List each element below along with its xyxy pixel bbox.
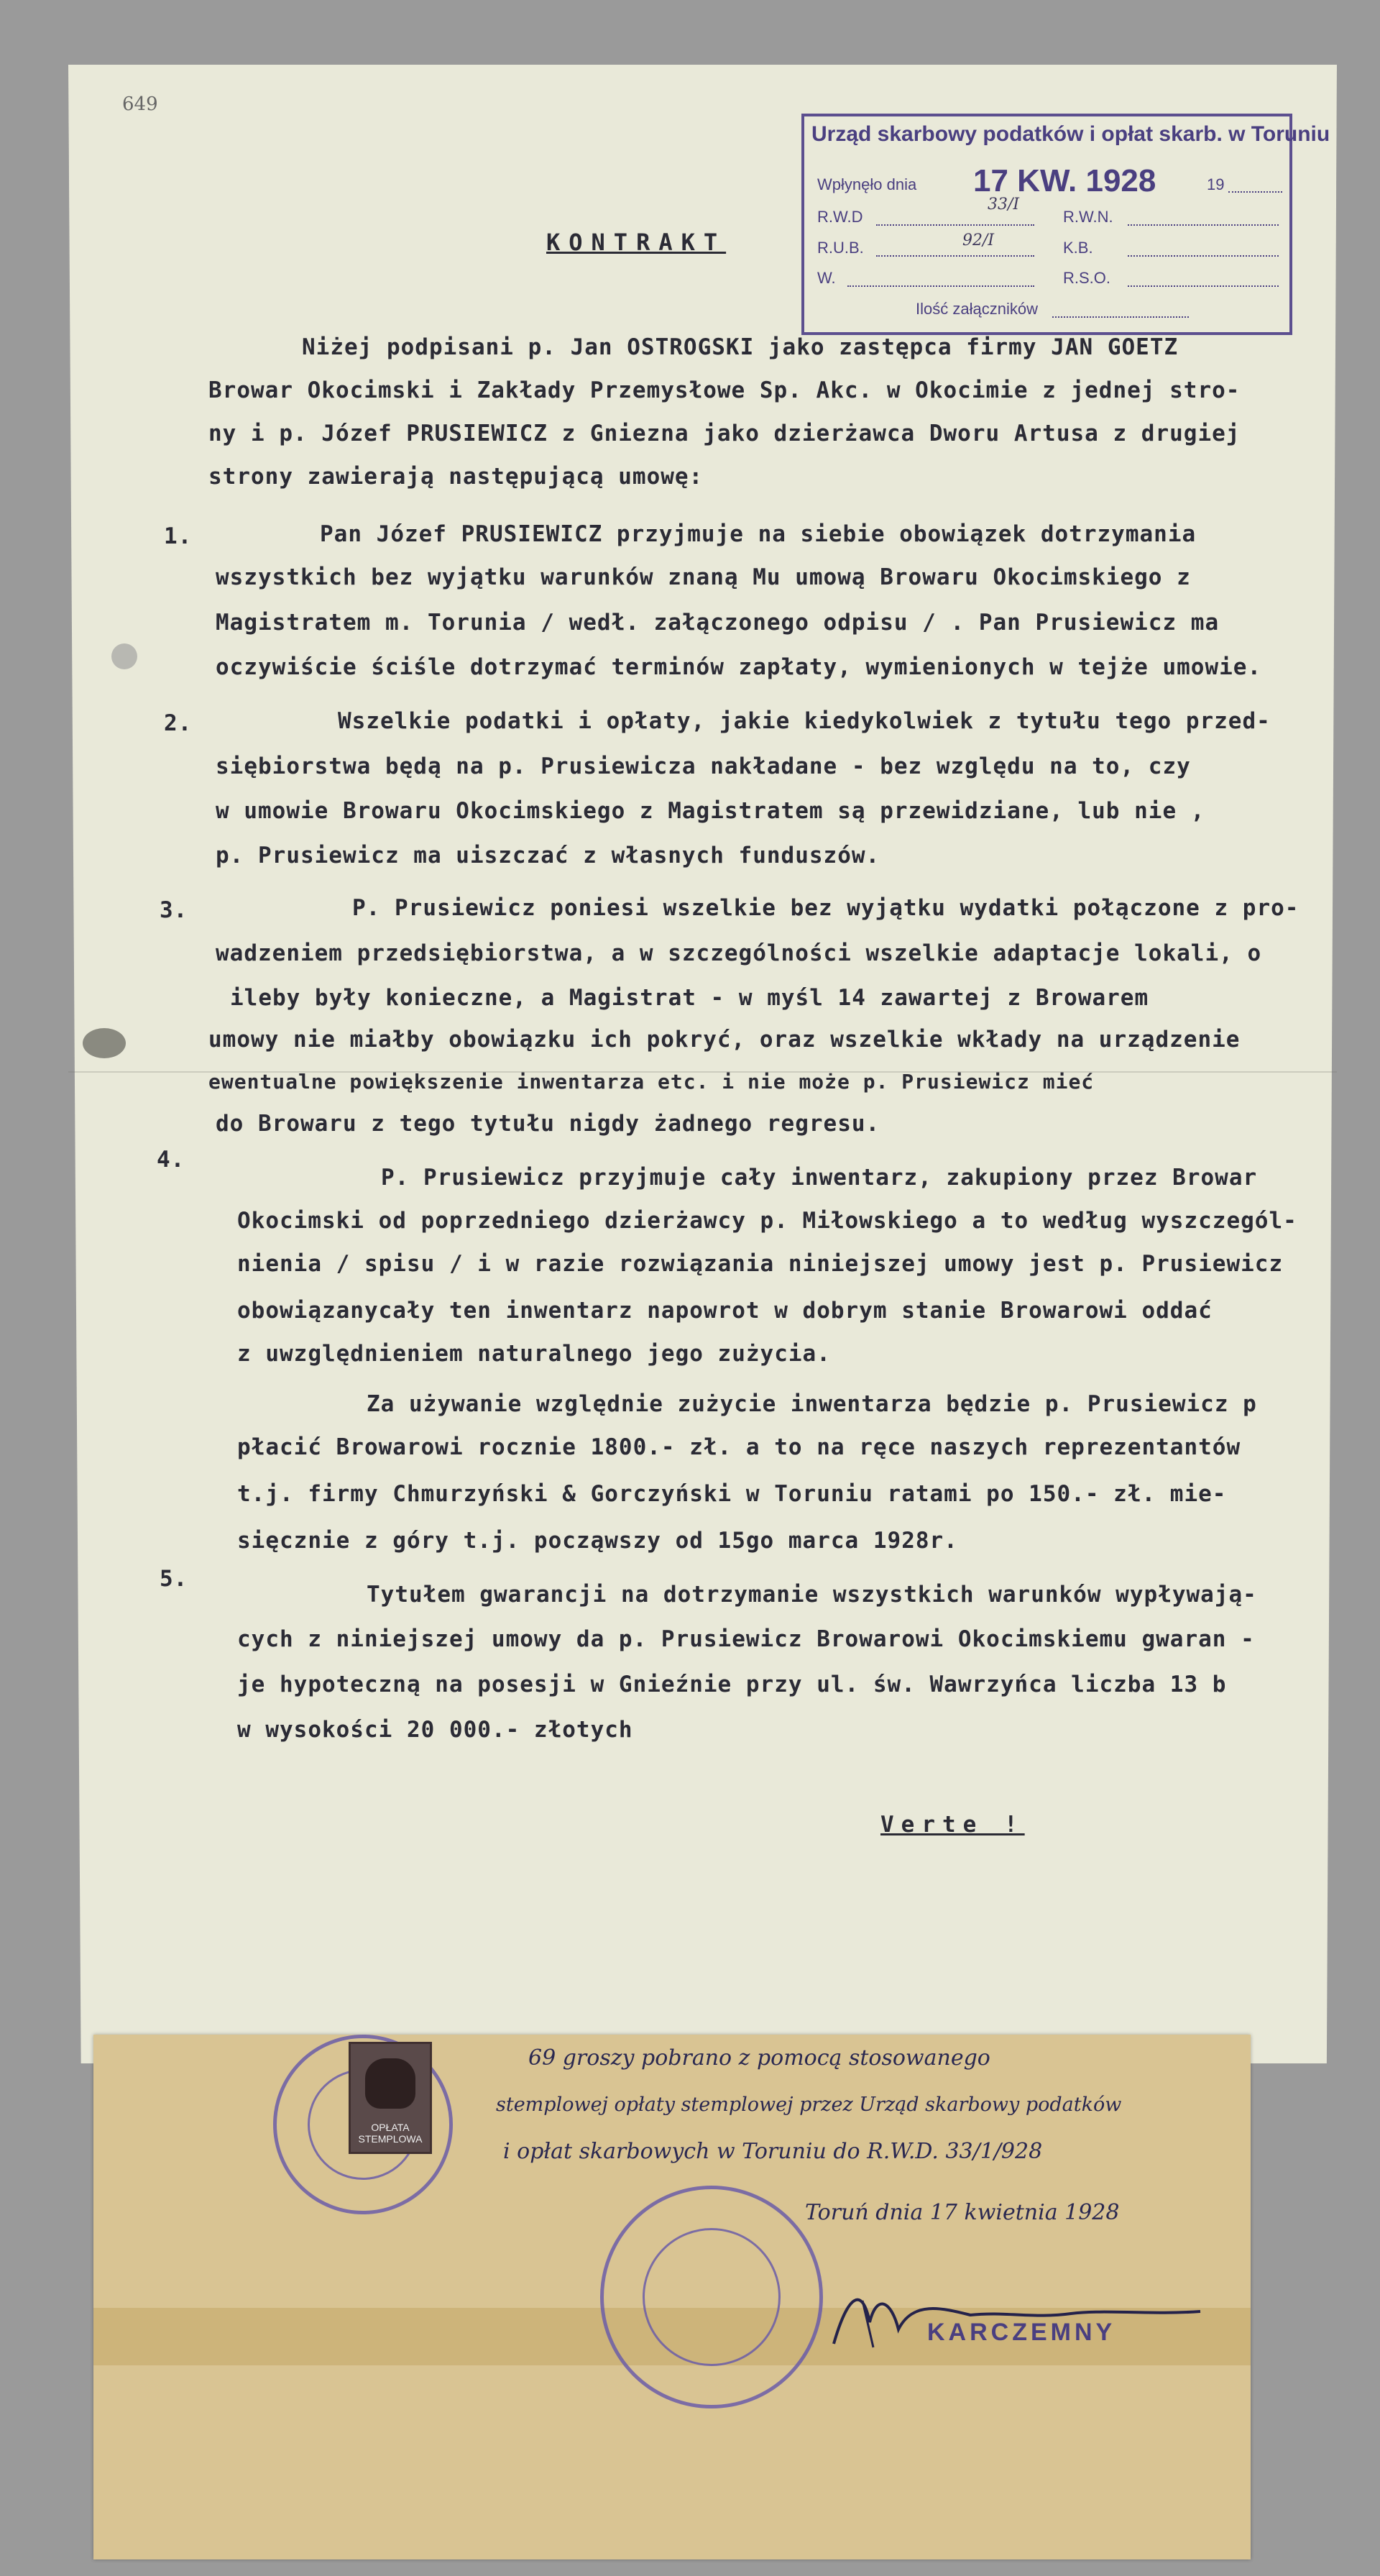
signatory-name-stamp: KARCZEMNY — [927, 2319, 1116, 2346]
section-number: 5. — [160, 1566, 188, 1592]
section-2-line: siębiorstwa będą na p. Prusiewicza nakładane - bez względu na to, czy — [216, 753, 1191, 779]
section-number: 4. — [157, 1147, 185, 1173]
stamp-dotted-line — [876, 224, 1034, 226]
section-3-line: ewentualne powiększenie inwentarza etc. i nie może p. Prusiewicz mieć — [208, 1070, 1095, 1094]
section-1-line: Pan Józef PRUSIEWICZ przyjmuje na siebie obowiązek dotrzymania — [320, 521, 1197, 547]
punch-hole — [111, 643, 137, 669]
section-4-line: t.j. firmy Chmurzyński & Gorczyński w Toruniu ratami po 150.- zł. mie- — [237, 1481, 1227, 1507]
section-2-line: p. Prusiewicz ma uiszczać z własnych funduszów. — [216, 843, 880, 868]
stamp-dotted-line — [1052, 316, 1189, 318]
stamp-rub-label: R.U.B. — [817, 239, 864, 257]
stamp-duty-revenue-stamp — [349, 2042, 432, 2154]
stamp-rub-value: 92/I — [962, 232, 995, 249]
section-3-line: wadzeniem przedsiębiorstwa, a w szczególności wszelkie adaptacje lokali, o — [216, 940, 1262, 966]
section-number: 3. — [160, 897, 188, 923]
round-office-seal — [600, 2186, 823, 2408]
section-4-line: płacić Browarowi rocznie 1800.- zł. a to na ręce naszych reprezentantów — [237, 1434, 1241, 1460]
verte-note: Verte ! — [880, 1812, 1025, 1838]
stamp-year-suffix: 19 — [1207, 175, 1225, 193]
section-4-line: obowiązanycały ten inwentarz napowrot w dobrym stanie Browarowi oddać — [237, 1298, 1213, 1324]
handwritten-note-line: i opłat skarbowych w Toruniu do R.W.D. 33/1/928 — [503, 2139, 1043, 2164]
section-5-line: je hypoteczną na posesji w Gnieźnie przy ul. św. Wawrzyńca liczba 13 b — [237, 1672, 1227, 1697]
stamp-dotted-line — [1128, 224, 1279, 226]
duty-stamp-label: OPŁATA STEMPLOWA — [358, 2122, 423, 2145]
section-1-line: wszystkich bez wyjątku warunków znaną Mu umową Browaru Okocimskiego z — [216, 564, 1191, 590]
stamp-office-name: Urząd skarbowy podatków i opłat skarb. w Toruniu — [811, 122, 1330, 146]
stamp-rwd-label: R.W.D — [817, 208, 863, 226]
section-4-line: Za używanie względnie zużycie inwentarza będzie p. Prusiewicz p — [367, 1391, 1257, 1417]
section-3-line: do Browaru z tego tytułu nigdy żadnego regresu. — [216, 1111, 880, 1137]
handwritten-note-line: 69 groszy pobrano z pomocą stosowanego — [528, 2045, 990, 2071]
document-title: KONTRAKT — [546, 229, 727, 256]
paper-damage-spot — [83, 1028, 126, 1058]
pencil-archive-number: 649 — [122, 93, 158, 115]
section-5-line: Tytułem gwarancji na dotrzymanie wszystkich warunków wypływają- — [367, 1582, 1257, 1608]
section-3-line: P. Prusiewicz poniesi wszelkie bez wyjątku wydatki połączone z pro- — [352, 895, 1300, 921]
stamp-received-label: Wpłynęło dnia — [817, 175, 917, 193]
section-4-line: P. Prusiewicz przyjmuje cały inwentarz, zakupiony przez Browar — [381, 1165, 1258, 1191]
section-2-line: Wszelkie podatki i opłaty, jakie kiedykolwiek z tytułu tego przed- — [338, 708, 1271, 734]
stamp-dotted-line — [1128, 255, 1279, 257]
stamp-rwd-value: 33/I — [988, 196, 1020, 214]
section-4-line: nienia / spisu / i w razie rozwiązania niniejszej umowy jest p. Prusiewicz — [237, 1251, 1284, 1277]
intro-line: Browar Okocimski i Zakłady Przemysłowe Sp. Akc. w Okocimie z jednej stro- — [208, 377, 1241, 403]
stamp-kb-label: K.B. — [1063, 239, 1093, 257]
section-3-line: umowy nie miałby obowiązku ich pokryć, oraz wszelkie wkłady na urządzenie — [208, 1027, 1241, 1053]
section-5-line: cych z niniejszej umowy da p. Prusiewicz Browarowi Okocimskiemu gwaran - — [237, 1626, 1255, 1652]
stamp-received-date: 17 KW. 1928 — [973, 163, 1156, 198]
intro-line: ny i p. Józef PRUSIEWICZ z Gniezna jako dzierżawca Dworu Artusa z drugiej — [208, 421, 1241, 446]
section-3-line: ileby były konieczne, a Magistrat - w myśl 14 zawartej z Browarem — [230, 985, 1149, 1011]
handwritten-date: Toruń dnia 17 kwietnia 1928 — [805, 2200, 1120, 2225]
section-number: 1. — [164, 523, 193, 549]
stamp-dotted-line — [1228, 191, 1282, 193]
intro-line: strony zawierają następującą umowę: — [208, 464, 704, 490]
stamp-rso-label: R.S.O. — [1063, 269, 1111, 287]
section-5-line: w wysokości 20 000.- złotych — [237, 1717, 633, 1743]
stamp-rwn-label: R.W.N. — [1063, 208, 1113, 226]
section-4-line: sięcznie z góry t.j. począwszy od 15go marca 1928r. — [237, 1528, 958, 1554]
section-4-line: z uwzględnieniem naturalnego jego zużycia. — [237, 1341, 831, 1367]
stamp-dotted-line — [847, 285, 1034, 287]
section-2-line: w umowie Browaru Okocimskiego z Magistratem są przewidziane, lub nie , — [216, 798, 1205, 824]
stamp-dotted-line — [876, 255, 1034, 257]
section-4-line: Okocimski od poprzedniego dzierżawcy p. Miłowskiego a to według wyszczegól- — [237, 1208, 1297, 1234]
tax-office-receipt-stamp — [801, 114, 1330, 335]
section-number: 2. — [164, 710, 193, 736]
eagle-emblem-icon — [365, 2058, 415, 2109]
stamp-w-label: W. — [817, 269, 836, 287]
intro-line: Niżej podpisani p. Jan OSTROGSKI jako zastępca firmy JAN GOETZ — [302, 334, 1179, 360]
handwritten-note-line: stemplowej opłaty stemplowej przez Urząd skarbowy podatków — [496, 2094, 1122, 2116]
stamp-dotted-line — [1128, 285, 1279, 287]
section-1-line: Magistratem m. Torunia / wedł. załączonego odpisu / . Pan Prusiewicz ma — [216, 610, 1220, 636]
section-1-line: oczywiście ściśle dotrzymać terminów zapłaty, wymienionych w tejże umowie. — [216, 654, 1262, 680]
contract-sheet — [68, 65, 1337, 2063]
stamp-attachments-label: Ilość załączników — [916, 300, 1038, 318]
